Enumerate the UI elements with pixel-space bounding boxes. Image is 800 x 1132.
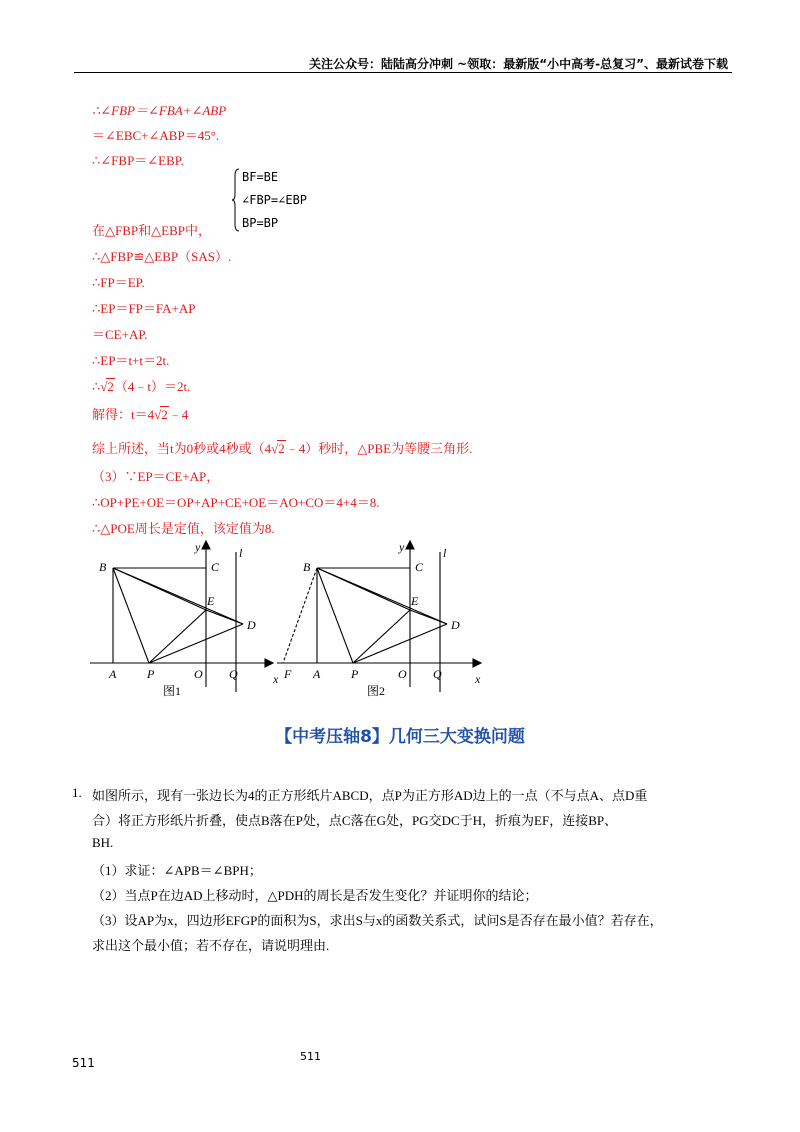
sqrt-radicand: 2	[278, 441, 285, 456]
fig2-label-O: O	[398, 667, 407, 681]
solution-line-14: ∴OP+PE+OE＝OP+AP+CE+OE＝AO+CO＝4+4＝8.	[92, 495, 380, 510]
fig2-label-Q: Q	[433, 667, 442, 681]
fig2-label-x: x	[475, 672, 481, 686]
fig1-caption: 图1	[163, 684, 182, 698]
solution-line-15: ∴△POE周长是定值，该定值为8.	[92, 521, 275, 536]
solution-line-12	[92, 438, 472, 457]
solution-line-6: ∴FP＝EP.	[92, 275, 145, 290]
subquestion-1: （1）求证：∠APB＝∠BPH；	[92, 863, 262, 878]
fig1-label-x: x	[273, 672, 279, 686]
page-number-center: 511	[300, 1050, 321, 1063]
fig2-label-P: P	[351, 667, 359, 681]
figure-1	[90, 541, 273, 692]
fig1-label-E: E	[207, 594, 215, 608]
fig2-label-A: A	[313, 667, 321, 681]
fig1-segment-PD	[149, 624, 243, 663]
fig2-segment-BD	[317, 568, 447, 624]
summary-prefix: 综上所述，当t为0秒或4秒或（4	[92, 441, 272, 456]
fig2-segment-BF-dashed	[283, 568, 317, 663]
solution-line-7: ∴EP＝FP＝FA+AP	[92, 301, 196, 316]
question-line-3: BH.	[92, 835, 114, 850]
fig1-label-y: y	[195, 540, 201, 554]
fig2-label-y: y	[399, 540, 405, 554]
solution-line-3: ∴∠FBP＝∠EBP.	[92, 153, 184, 168]
fig1-segment-ED	[206, 610, 243, 624]
fig2-caption: 图2	[367, 684, 386, 698]
equation-rest: （4﹣t）＝2t.	[114, 379, 191, 394]
question-line-1: 如图所示，现有一张边长为4的正方形纸片ABCD，点P为正方形AD边上的一点（不与点A、点D重	[92, 788, 648, 803]
sqrt-radicand: 2	[161, 407, 168, 422]
page-header: 关注公众号：陆陆高分冲刺 ~领取：最新版“小中高考-总复习”、最新试卷下载	[309, 57, 728, 71]
solution-line-10	[92, 376, 190, 395]
fig2-x-arrow	[473, 659, 481, 667]
solution-line-13: （3）∵EP＝CE+AP，	[92, 469, 220, 484]
fig1-x-arrow	[265, 659, 273, 667]
sqrt-expression: √2	[154, 407, 168, 422]
solve-prefix: 解得：t＝4	[92, 407, 155, 422]
solution-line-8: ＝CE+AP.	[92, 327, 148, 342]
subquestion-3: （3）设AP为x，四边形EFGP的面积为S，求出S与x的函数关系式，试问S是否存在最小值？若存在，	[92, 913, 663, 928]
summary-suffix: ﹣4）秒时，△PBE为等腰三角形.	[285, 441, 473, 456]
subquestion-3-continued: 求出这个最小值；若不存在，请说明理由.	[92, 938, 330, 953]
fig1-label-l: l	[239, 546, 243, 560]
solution-line-1: ∴∠FBP＝∠FBA+∠ABP	[92, 103, 227, 118]
figure-2-labels	[272, 540, 481, 698]
system-line-2: ∠FBP=∠EBP	[242, 193, 308, 207]
sqrt-radicand: 2	[107, 379, 114, 394]
fig2-label-D: D	[451, 618, 460, 632]
fig2-label-F: F	[284, 667, 292, 681]
fig1-label-B: B	[99, 560, 107, 574]
fig2-label-B: B	[303, 560, 311, 574]
solution-line-2: ＝∠EBC+∠ABP＝45°.	[92, 128, 220, 143]
fig1-segment-BD	[113, 568, 243, 624]
system-line-1: BF=BE	[242, 170, 279, 184]
solution-line-9: ∴EP＝t+t＝2t.	[92, 353, 170, 368]
fig2-segment-PE	[353, 610, 410, 663]
brace-icon	[232, 168, 240, 232]
sqrt-expression: √2	[271, 441, 285, 456]
fig1-label-D: D	[247, 618, 256, 632]
equation-system	[232, 168, 352, 238]
solve-suffix: ﹣4	[168, 407, 189, 422]
fig1-y-arrow	[202, 541, 210, 549]
solution-line-11	[92, 404, 188, 423]
therefore-symbol: ∴	[92, 379, 101, 394]
fig2-label-E: E	[411, 594, 419, 608]
fig2-segment-ED	[410, 610, 447, 624]
fig1-segment-PE	[149, 610, 206, 663]
page-number-left: 511	[72, 1056, 95, 1070]
fig1-label-A: A	[109, 667, 117, 681]
subquestion-2: （2）当点P在边AD上移动时，△PDH的周长是否发生变化？并证明你的结论；	[92, 888, 538, 903]
header-rule	[74, 72, 732, 73]
solution-line-4: 在△FBP和△EBP中，	[92, 223, 211, 238]
question-number: 1.	[72, 785, 82, 800]
fig2-y-arrow	[406, 541, 414, 549]
section-title: 【中考压轴8】几何三大变换问题	[275, 727, 525, 747]
question-line-2: 合）将正方形纸片折叠，使点B落在P处，点C落在G处，PG交DC于H，折痕为EF，连接BP、	[92, 813, 618, 828]
fig1-label-O: O	[194, 667, 203, 681]
system-line-3: BP=BP	[242, 216, 279, 230]
fig1-label-C: C	[211, 560, 220, 574]
solution-line-5: ∴△FBP≌△EBP（SAS）.	[92, 249, 232, 264]
geometry-figures	[85, 537, 495, 707]
fig2-label-l: l	[443, 546, 447, 560]
fig1-label-P: P	[147, 667, 155, 681]
fig2-segment-PD	[353, 624, 447, 663]
sqrt-expression: √2	[100, 379, 114, 394]
fig2-label-C: C	[415, 560, 424, 574]
fig1-label-Q: Q	[229, 667, 238, 681]
